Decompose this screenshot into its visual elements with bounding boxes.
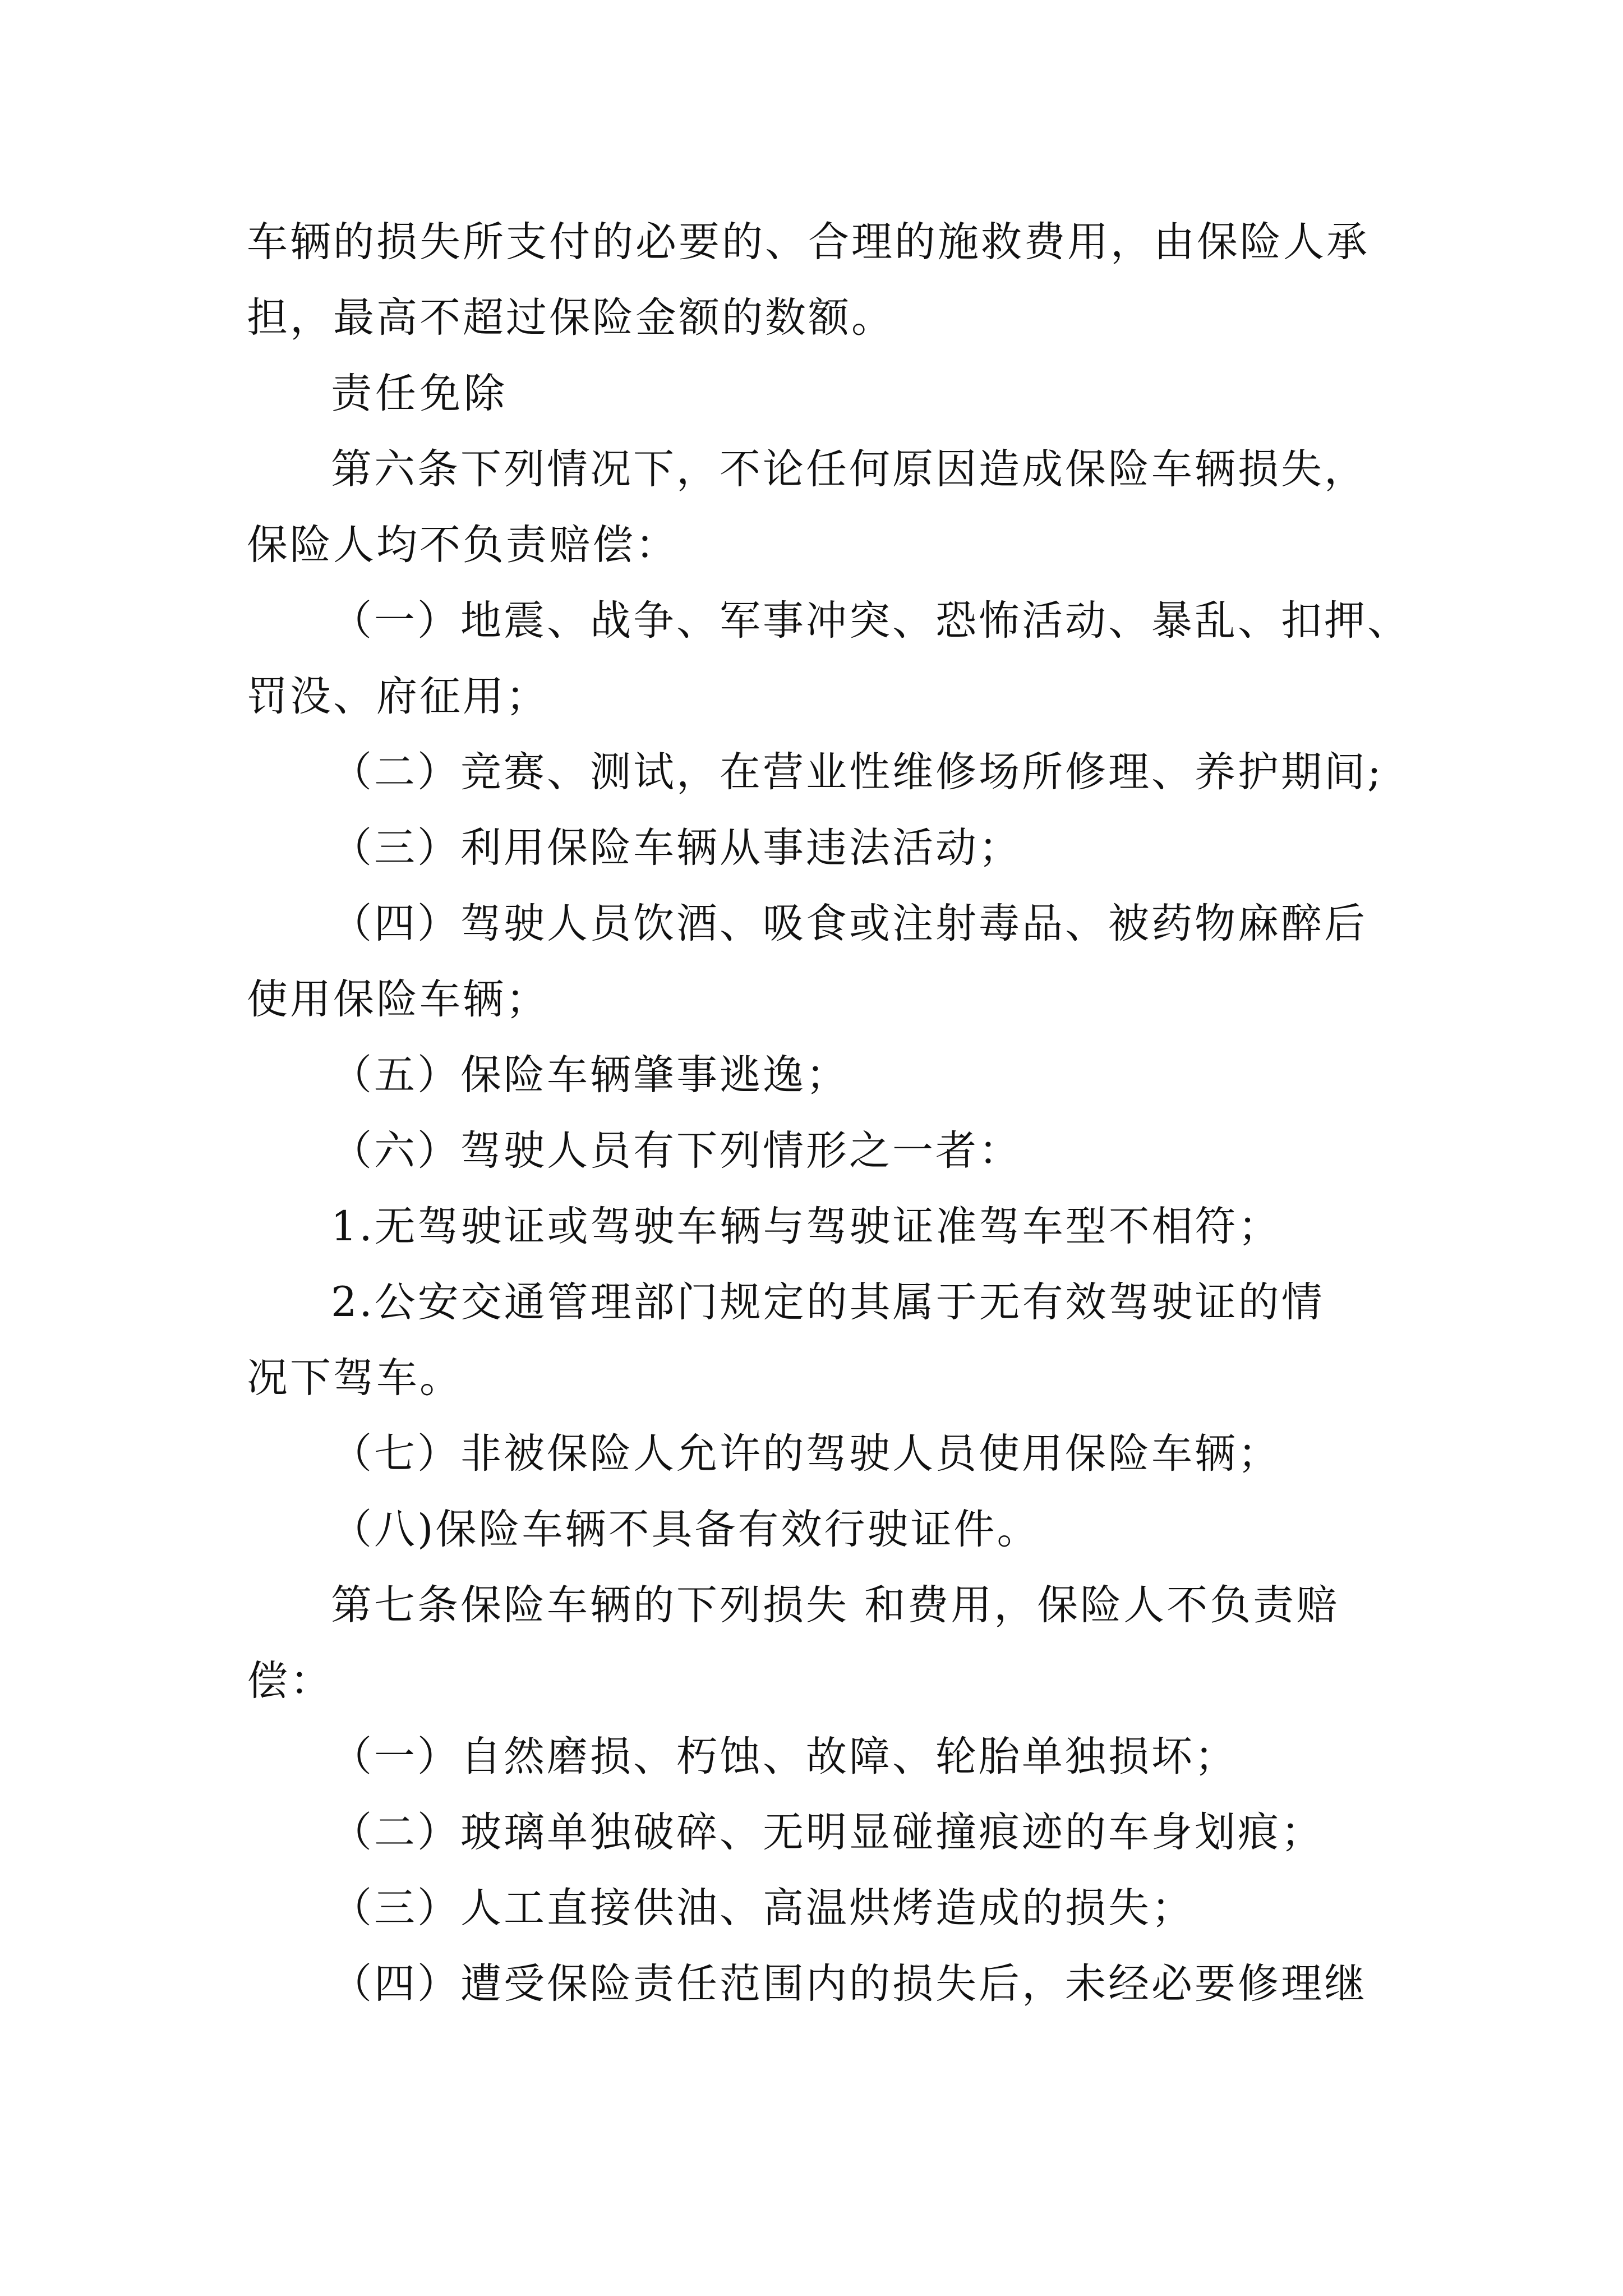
text-line: 担，最高不超过保险金额的数额。 bbox=[247, 294, 895, 342]
text-line: 使用保险车辆； bbox=[247, 976, 549, 1023]
list-item: （一）自然磨损、朽蚀、故障、轮胎单独损坏； bbox=[331, 1733, 1238, 1780]
text-line: 车辆的损失所支付的必要的、合理的施救费用，由保险人承 bbox=[247, 218, 1370, 266]
list-item: （二）玻璃单独破碎、无明显碰撞痕迹的车身划痕； bbox=[331, 1809, 1324, 1856]
sub-list-item: 2.公安交通管理部门规定的其属于无有效驾驶证的情 bbox=[331, 1278, 1325, 1326]
text-line: 保险人均不负责赔偿： bbox=[247, 521, 679, 569]
list-item: （三）利用保险车辆从事违法活动； bbox=[331, 824, 1022, 872]
list-item: （四）驾驶人员饮酒、吸食或注射毒品、被药物麻醉后 bbox=[331, 900, 1367, 947]
section-heading: 责任免除 bbox=[331, 370, 508, 417]
list-item: （八)保险车辆不具备有效行驶证件。 bbox=[331, 1506, 1040, 1553]
list-item: （七）非被保险人允许的驾驶人员使用保险车辆； bbox=[331, 1430, 1281, 1478]
article-line: 第七条保险车辆的下列损失 和费用，保险人不负责赔 bbox=[331, 1581, 1340, 1629]
list-item: （二）竞赛、测试，在营业性维修场所修理、养护期间; bbox=[331, 748, 1384, 796]
text-line: 偿： bbox=[247, 1657, 333, 1705]
article-line: 第六条下列情况下，不论任何原因造成保险车辆损失， bbox=[331, 445, 1367, 493]
text-line: 罚没、府征用； bbox=[247, 673, 549, 720]
list-item: （五）保险车辆肇事逃逸； bbox=[331, 1051, 849, 1099]
list-item: （一）地震、战争、军事冲突、恐怖活动、暴乱、扣押、 bbox=[331, 597, 1410, 645]
list-item: （四）遭受保险责任范围内的损失后，未经必要修理继 bbox=[331, 1960, 1367, 2008]
text-line: 况下驾车。 bbox=[247, 1354, 463, 1402]
list-item: （三）人工直接供油、高温烘烤造成的损失； bbox=[331, 1884, 1195, 1932]
list-item: （六）驾驶人员有下列情形之一者： bbox=[331, 1127, 1022, 1175]
sub-list-item: 1.无驾驶证或驾驶车辆与驾驶证准驾车型不相符； bbox=[331, 1203, 1281, 1250]
